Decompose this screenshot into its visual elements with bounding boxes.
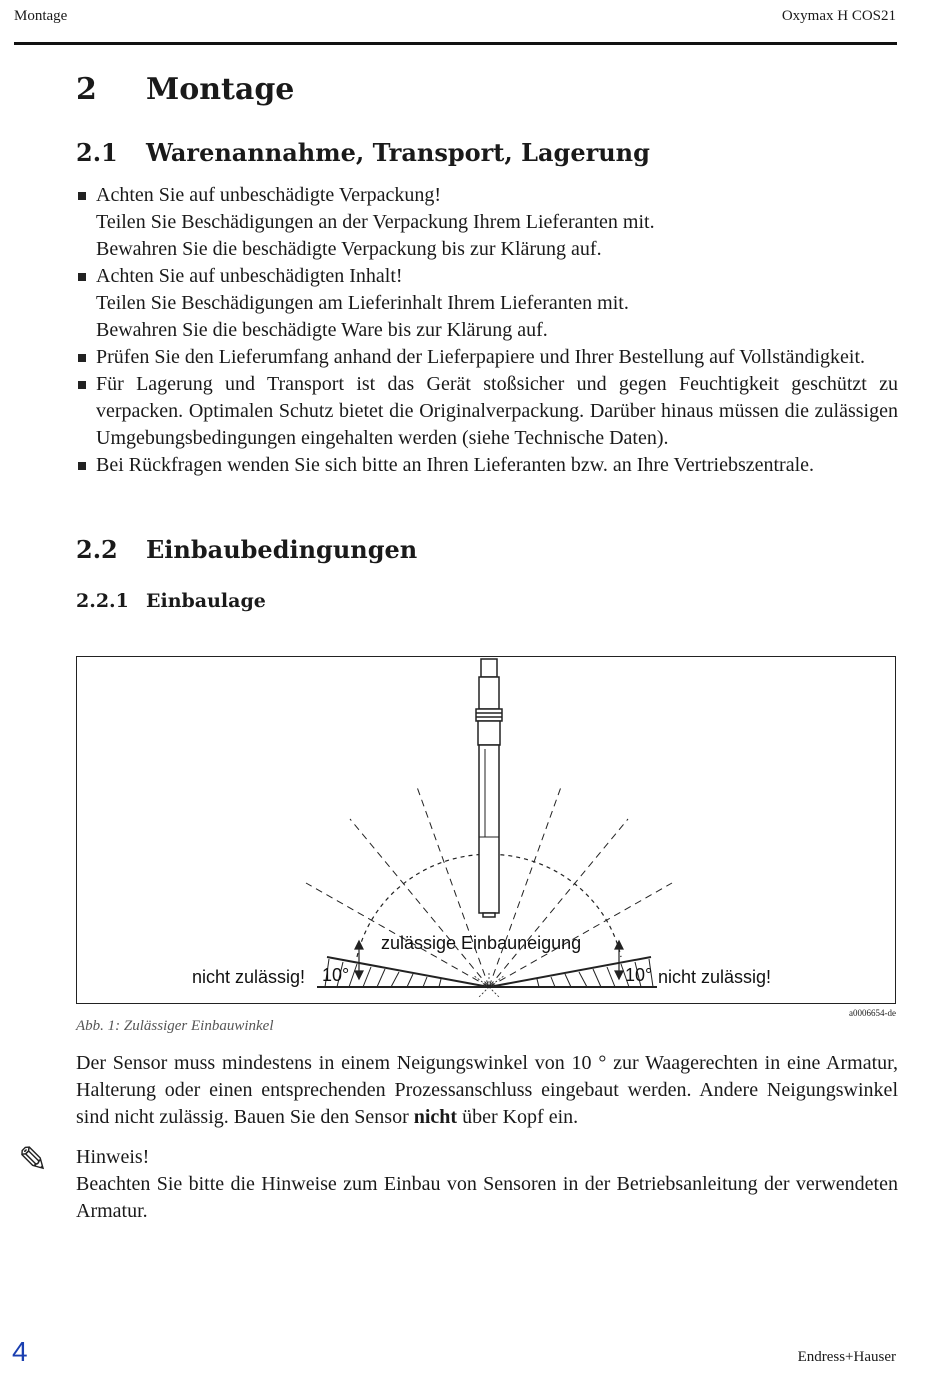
list-item: [76, 452, 898, 479]
page-number: 4: [12, 1336, 28, 1367]
bullet-square-icon: [78, 273, 86, 281]
angle-label-left: 10°: [322, 965, 350, 985]
list-item: [76, 371, 898, 452]
bullet-square-icon: [78, 192, 86, 200]
list-item-line: Prüfen Sie den Lieferumfang anhand der Lieferpapiere und Ihrer Bestellung auf Vollständigkeit.: [96, 346, 866, 368]
list-item-line: Teilen Sie Beschädigungen an der Verpackung Ihrem Lieferanten mit.: [96, 211, 655, 233]
list-item-line: Achten Sie auf unbeschädigte Verpackung!: [96, 184, 442, 206]
paragraph-text-end: über Kopf ein.: [457, 1106, 579, 1128]
footer-brand: Endress+Hauser: [797, 1349, 896, 1365]
header-rule: [14, 42, 897, 45]
list-item: [76, 182, 898, 263]
sensor-collar: [478, 721, 500, 745]
angle-label-right: 10°: [625, 965, 653, 985]
body-paragraph: [76, 1050, 898, 1131]
figure-id: a0006654-de: [849, 1008, 896, 1018]
ray-line: [350, 819, 489, 987]
installation-figure: [76, 656, 896, 1004]
sensor-head: [479, 677, 499, 709]
chapter-title: Montage: [146, 72, 295, 107]
note-body: Beachten Sie bitte die Hinweise zum Einbau von Sensoren in der Betriebsanleitung der verwendeten Armatur.: [76, 1173, 898, 1222]
section-title: Warenannahme, Transport, Lagerung: [146, 138, 650, 167]
list-item-line: Für Lagerung und Transport ist das Gerät stoßsicher und gegen Feuchtigkeit geschützt zu verpacken. Optimalen Schutz bietet die Originalverpackung. Darüber hinaus müssen die zulässigen Umgebungsbedingungen eingehalten werden (siehe Technische Daten).: [96, 373, 898, 449]
section-number: 2.1: [76, 138, 118, 167]
sensor-shape: [476, 659, 502, 917]
label-not-allowed-left: nicht zulässig!: [192, 967, 306, 987]
header-section: Montage: [14, 8, 68, 24]
sensor-tip: [483, 913, 495, 917]
section-2-1-heading: [76, 138, 650, 167]
header-product: Oxymax H COS21: [781, 8, 896, 24]
subsection-number: 2.2.1: [76, 590, 129, 612]
installation-diagram: [77, 657, 895, 1003]
chapter-heading: [76, 72, 294, 107]
sensor-shaft: [479, 745, 499, 913]
chapter-number: 2: [76, 72, 97, 107]
list-item-line: Teilen Sie Beschädigungen am Lieferinhalt Ihrem Lieferanten mit.: [96, 292, 629, 314]
pencil-icon: ✎: [18, 1140, 49, 1181]
ray-line: [489, 819, 628, 987]
sensor-thread: [476, 709, 502, 721]
bullet-square-icon: [78, 381, 86, 389]
paragraph-text: Der Sensor muss mindestens in einem Neigungswinkel von 10 ° zur Waagerechten in eine Armatur, Halterung oder einen entsprechenden Prozessanschluss eingebaut werden. Andere Neigungswinkel sind nicht zulässig. Bauen Sie den Sensor: [76, 1052, 898, 1128]
subsection-2-2-1-heading: [76, 590, 266, 612]
section-2-2-heading: [76, 535, 417, 564]
ray-line: [489, 787, 561, 987]
list-item: [76, 344, 898, 371]
list-item-line: Bei Rückfragen wenden Sie sich bitte an Ihren Lieferanten bzw. an Ihre Vertriebszentrale.: [96, 454, 815, 476]
list-item-line: Bewahren Sie die beschädigte Verpackung bis zur Klärung auf.: [96, 238, 602, 260]
paragraph-emphasis: nicht: [413, 1106, 458, 1128]
subsection-title: Einbaulage: [146, 590, 266, 612]
section-number: 2.2: [76, 535, 118, 564]
label-not-allowed-right: nicht zulässig!: [658, 967, 772, 987]
section-title: Einbaubedingungen: [146, 535, 418, 564]
note-title: Hinweis!: [76, 1146, 150, 1168]
ray-line: [417, 787, 489, 987]
bullet-list: [76, 182, 898, 479]
bullet-square-icon: [78, 462, 86, 470]
list-item-line: Bewahren Sie die beschädigte Ware bis zur Klärung auf.: [96, 319, 548, 341]
bullet-square-icon: [78, 354, 86, 362]
sensor-cap: [481, 659, 497, 677]
list-item: [76, 263, 898, 344]
label-allowed-tilt: zulässige Einbauneigung: [381, 933, 582, 953]
figure-caption: Abb. 1: Zulässiger Einbauwinkel: [76, 1018, 274, 1034]
list-item-line: Achten Sie auf unbeschädigten Inhalt!: [96, 265, 403, 287]
